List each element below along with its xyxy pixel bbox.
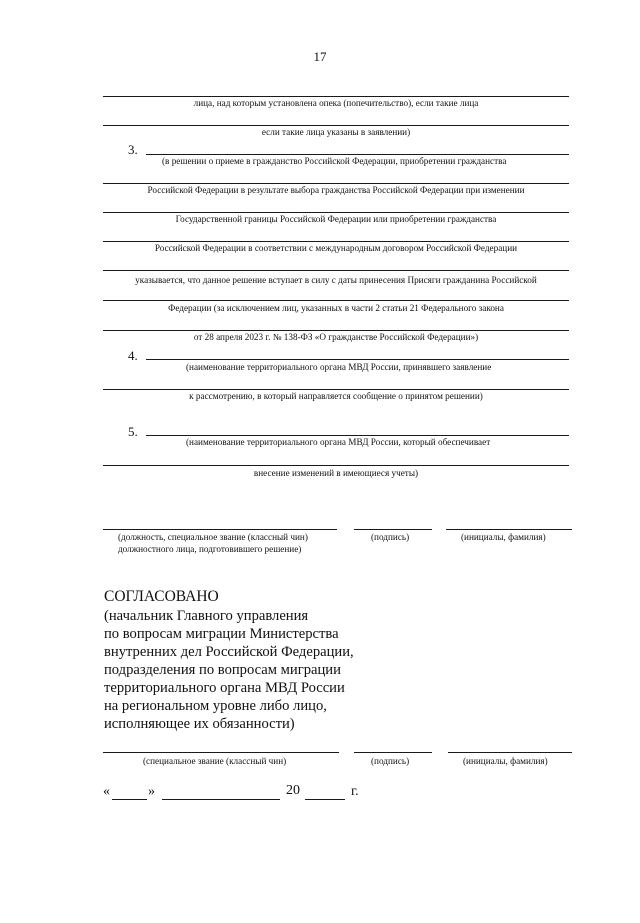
date-year-line — [305, 799, 345, 800]
fill-line — [103, 96, 569, 97]
signature-line-position — [103, 529, 337, 530]
field-caption: внесение изменений в имеющиеся учеты) — [253, 468, 419, 478]
fill-line — [146, 154, 569, 155]
field-caption: если такие лица указаны в заявлении) — [261, 127, 411, 137]
position-caption: должностного лица, подготовившего решение) — [118, 544, 302, 554]
field-caption: Федерации (за исключением лиц, указанных в части 2 статьи 21 Федерального закона — [168, 303, 504, 313]
field-caption: к рассмотрению, в который направляется сообщение о принятом решении) — [189, 391, 483, 401]
fill-line — [103, 270, 569, 271]
rank-caption: (специальное звание (классный чин) — [143, 756, 287, 766]
signature-caption: (подпись) — [371, 532, 410, 542]
position-caption: (должность, специальное звание (классный чин) — [118, 532, 308, 542]
field-caption: (наименование территориального органа МВД России, который обеспечивает — [186, 437, 491, 447]
fill-line — [103, 300, 569, 301]
page-number: 17 — [313, 49, 327, 64]
approval-line: внутренних дел Российской Федерации, — [104, 644, 354, 660]
approval-line: на региональном уровне либо лицо, — [104, 698, 327, 714]
date-close-quote: » — [148, 784, 155, 799]
date-year-suffix: г. — [351, 784, 359, 799]
fill-line — [103, 125, 569, 126]
signature-line-rank — [103, 752, 339, 753]
fill-line — [103, 389, 569, 390]
date-year-prefix: 20 — [286, 783, 300, 798]
fill-line — [103, 183, 569, 184]
field-caption: Российской Федерации в соответствии с международным договором Российской Федерации — [154, 243, 518, 253]
approval-heading: СОГЛАСОВАНО — [104, 588, 219, 605]
field-caption: Государственной границы Российской Федерации или приобретении гражданства — [175, 214, 497, 224]
field-caption: (наименование территориального органа МВД России, принявшего заявление — [186, 362, 492, 372]
fill-line — [103, 330, 569, 331]
approval-line: территориального органа МВД России — [104, 680, 345, 696]
approval-line: подразделения по вопросам миграции — [104, 662, 341, 678]
initials-caption: (инициалы, фамилия) — [463, 756, 548, 766]
item-number-4: 4. — [128, 348, 138, 363]
signature-line-sign — [354, 529, 432, 530]
field-caption: (в решении о приеме в гражданство Российской Федерации, приобретении гражданства — [162, 156, 507, 166]
signature-caption: (подпись) — [371, 756, 410, 766]
fill-line — [103, 212, 569, 213]
initials-caption: (инициалы, фамилия) — [461, 532, 546, 542]
signature-line-name — [446, 529, 572, 530]
fill-line — [103, 241, 569, 242]
item-number-3: 3. — [128, 142, 138, 157]
date-day-line — [112, 799, 147, 800]
approval-line: исполняющее их обязанности) — [104, 716, 295, 732]
field-caption: от 28 апреля 2023 г. № 138-ФЗ «О гражданстве Российской Федерации») — [193, 332, 479, 342]
field-caption: лица, над которым установлена опека (попечительство), если такие лица — [193, 98, 479, 108]
date-month-line — [162, 799, 280, 800]
signature-line-name — [448, 752, 572, 753]
fill-line — [146, 435, 569, 436]
date-open-quote: « — [103, 784, 110, 799]
fill-line — [146, 359, 569, 360]
field-caption: Российской Федерации в результате выбора гражданства Российской Федерации при изменении — [147, 185, 525, 195]
fill-line — [103, 465, 569, 466]
approval-line: по вопросам миграции Министерства — [104, 626, 339, 642]
approval-line: (начальник Главного управления — [104, 608, 309, 624]
signature-line-sign — [354, 752, 432, 753]
field-caption: указывается, что данное решение вступает в силу с даты принесения Присяги гражданина Российской — [135, 275, 537, 285]
item-number-5: 5. — [128, 424, 138, 439]
